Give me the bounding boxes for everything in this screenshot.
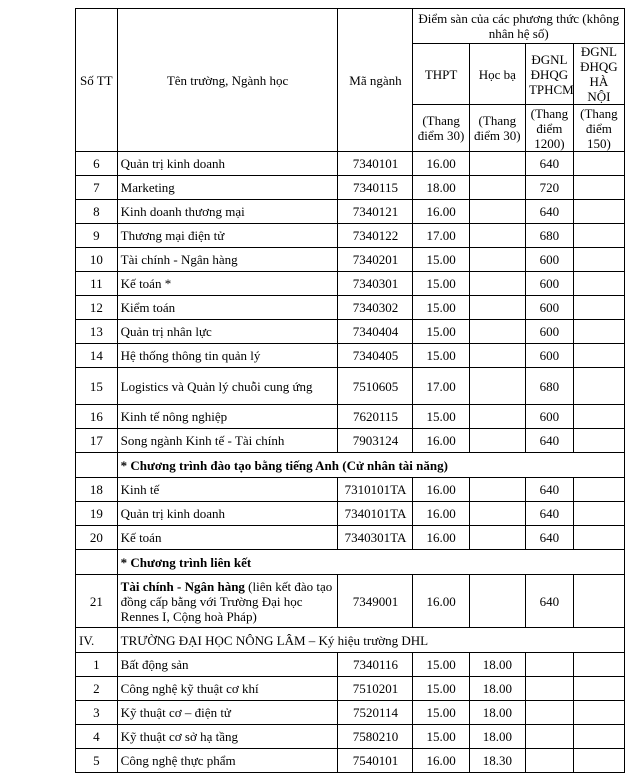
row-hocba-score: 18.00 <box>469 677 525 701</box>
row-hcm-score: 600 <box>525 320 573 344</box>
row-major-name: Song ngành Kinh tế - Tài chính <box>117 429 338 453</box>
row-stt: 9 <box>76 224 118 248</box>
row-stt: 17 <box>76 429 118 453</box>
row-major-name: Marketing <box>117 176 338 200</box>
row-hcm-score: 600 <box>525 344 573 368</box>
row-thpt-score: 17.00 <box>413 368 469 405</box>
row-major-code: 7340115 <box>338 176 413 200</box>
row-major-name <box>117 575 338 628</box>
row-thpt-score: 16.00 <box>413 526 469 550</box>
row-stt: 19 <box>76 502 118 526</box>
row-hn-score <box>573 272 624 296</box>
row-hocba-score <box>469 320 525 344</box>
row-major-name: Kiểm toán <box>117 296 338 320</box>
row-hcm-score: 680 <box>525 368 573 405</box>
table-row <box>76 296 625 320</box>
row-major-name: Kỹ thuật cơ – điện tử <box>117 701 338 725</box>
row-thpt-score: 16.00 <box>413 200 469 224</box>
row-thpt-score: 15.00 <box>413 344 469 368</box>
row-major-code: 7340122 <box>338 224 413 248</box>
row-thpt-score: 15.00 <box>413 272 469 296</box>
table-row <box>76 677 625 701</box>
row-hcm-score <box>525 701 573 725</box>
table-row <box>76 526 625 550</box>
table-row <box>76 429 625 453</box>
table-row <box>76 502 625 526</box>
row-hcm-score: 680 <box>525 224 573 248</box>
table-row <box>76 653 625 677</box>
table-row <box>76 405 625 429</box>
table-row <box>76 320 625 344</box>
row-major-name: Quản trị nhân lực <box>117 320 338 344</box>
row-major-code: 7520114 <box>338 701 413 725</box>
section-joint-program: * Chương trình liên kết <box>117 550 624 575</box>
row-major-code: 7349001 <box>338 575 413 628</box>
header-stt: Số TT <box>76 9 118 152</box>
row-hn-score <box>573 152 624 176</box>
table-row <box>76 725 625 749</box>
row-stt: 13 <box>76 320 118 344</box>
row-stt: 11 <box>76 272 118 296</box>
row-hocba-score <box>469 502 525 526</box>
row-major-code: 7340101TA <box>338 502 413 526</box>
header-code: Mã ngành <box>338 9 413 152</box>
row-stt: 7 <box>76 176 118 200</box>
row-major-code: 7340404 <box>338 320 413 344</box>
row-major-code: 7620115 <box>338 405 413 429</box>
header-methods-group: Điểm sàn của các phương thức (không nhân hệ số) <box>413 9 625 44</box>
row-hocba-score <box>469 224 525 248</box>
row-thpt-score: 15.00 <box>413 296 469 320</box>
table-row <box>76 152 625 176</box>
section-row <box>76 550 625 575</box>
row-hcm-score <box>525 653 573 677</box>
row-stt: 14 <box>76 344 118 368</box>
table-row <box>76 344 625 368</box>
row-hn-score <box>573 749 624 773</box>
row-major-code: 7340201 <box>338 248 413 272</box>
row-major-code: 7340101 <box>338 152 413 176</box>
row-major-name: Logistics và Quản lý chuỗi cung ứng <box>117 368 338 405</box>
section-stt-empty <box>76 453 118 478</box>
row-hn-score <box>573 296 624 320</box>
row-hcm-score: 640 <box>525 429 573 453</box>
row-hn-score <box>573 677 624 701</box>
table-row <box>76 701 625 725</box>
row-hocba-score <box>469 429 525 453</box>
row-thpt-score: 16.00 <box>413 152 469 176</box>
row-major-name: Tài chính - Ngân hàng <box>117 248 338 272</box>
row-hn-score <box>573 526 624 550</box>
row-stt: 3 <box>76 701 118 725</box>
row-hcm-score: 640 <box>525 152 573 176</box>
row-hocba-score: 18.30 <box>469 749 525 773</box>
table-row <box>76 272 625 296</box>
table-row <box>76 575 625 628</box>
school-number: IV. <box>76 628 118 653</box>
row-stt: 2 <box>76 677 118 701</box>
row-hcm-score <box>525 725 573 749</box>
header-hn-scale: (Thang điểm 150) <box>573 105 624 152</box>
row-hn-score <box>573 575 624 628</box>
row-stt: 15 <box>76 368 118 405</box>
header-name: Tên trường, Ngành học <box>117 9 338 152</box>
section-english-program: * Chương trình đào tạo bằng tiếng Anh (Cử nhân tài năng) <box>117 453 624 478</box>
header-hcm-scale: (Thang điểm 1200) <box>525 105 573 152</box>
row-hn-score <box>573 478 624 502</box>
school-title: TRƯỜNG ĐẠI HỌC NÔNG LÂM – Ký hiệu trường DHL <box>117 628 624 653</box>
row-major-code: 7510201 <box>338 677 413 701</box>
row-hocba-score <box>469 368 525 405</box>
row-thpt-score: 15.00 <box>413 701 469 725</box>
row-stt: 5 <box>76 749 118 773</box>
row-thpt-score: 15.00 <box>413 320 469 344</box>
header-thpt-scale: (Thang điểm 30) <box>413 105 469 152</box>
row-hcm-score: 640 <box>525 575 573 628</box>
table-row <box>76 478 625 502</box>
row-hn-score <box>573 429 624 453</box>
row-major-name: Công nghệ thực phẩm <box>117 749 338 773</box>
row-hn-score <box>573 725 624 749</box>
row-hcm-score <box>525 677 573 701</box>
row-hocba-score <box>469 176 525 200</box>
row-stt: 16 <box>76 405 118 429</box>
school-header-row <box>76 628 625 653</box>
row-hn-score <box>573 502 624 526</box>
row-major-code: 7340301TA <box>338 526 413 550</box>
row-hn-score <box>573 405 624 429</box>
row-hocba-score <box>469 526 525 550</box>
row-major-name: Kinh tế <box>117 478 338 502</box>
row-thpt-score: 16.00 <box>413 502 469 526</box>
row-hcm-score: 720 <box>525 176 573 200</box>
row-thpt-score: 16.00 <box>413 575 469 628</box>
row-hn-score <box>573 248 624 272</box>
row-hcm-score: 640 <box>525 526 573 550</box>
row-hocba-score: 18.00 <box>469 653 525 677</box>
row-hocba-score: 18.00 <box>469 701 525 725</box>
row-stt: 8 <box>76 200 118 224</box>
row-thpt-score: 15.00 <box>413 405 469 429</box>
row-thpt-score: 15.00 <box>413 677 469 701</box>
row-major-code: 7340121 <box>338 200 413 224</box>
row-hocba-score <box>469 248 525 272</box>
table-row <box>76 224 625 248</box>
row-hcm-score: 600 <box>525 248 573 272</box>
header-dgnl-hn: ĐGNL ĐHQG HÀ NỘI <box>573 44 624 105</box>
header-hocba: Học bạ <box>469 44 525 105</box>
row-major-name-bold: Tài chính - Ngân hàng <box>120 578 245 594</box>
row-major-code: 7580210 <box>338 725 413 749</box>
row-major-name: Kế toán * <box>117 272 338 296</box>
row-thpt-score: 17.00 <box>413 224 469 248</box>
table-row <box>76 749 625 773</box>
row-thpt-score: 16.00 <box>413 429 469 453</box>
row-thpt-score: 16.00 <box>413 478 469 502</box>
row-stt: 18 <box>76 478 118 502</box>
section-stt-empty <box>76 550 118 575</box>
row-hcm-score: 640 <box>525 200 573 224</box>
row-hocba-score <box>469 272 525 296</box>
row-major-code: 7903124 <box>338 429 413 453</box>
row-hocba-score <box>469 296 525 320</box>
row-hcm-score: 600 <box>525 405 573 429</box>
row-hcm-score: 640 <box>525 502 573 526</box>
row-hocba-score <box>469 405 525 429</box>
row-hn-score <box>573 653 624 677</box>
row-major-name: Quản trị kinh doanh <box>117 152 338 176</box>
table-row <box>76 368 625 405</box>
section-row <box>76 453 625 478</box>
row-hn-score <box>573 368 624 405</box>
row-hocba-score: 18.00 <box>469 725 525 749</box>
row-stt: 12 <box>76 296 118 320</box>
row-major-code: 7510605 <box>338 368 413 405</box>
row-hcm-score: 640 <box>525 478 573 502</box>
row-major-name: Hệ thống thông tin quản lý <box>117 344 338 368</box>
row-major-code: 7340405 <box>338 344 413 368</box>
row-major-name: Kỹ thuật cơ sở hạ tầng <box>117 725 338 749</box>
row-stt: 20 <box>76 526 118 550</box>
row-hcm-score: 600 <box>525 296 573 320</box>
row-stt: 6 <box>76 152 118 176</box>
row-thpt-score: 18.00 <box>413 176 469 200</box>
header-row-1 <box>76 9 625 44</box>
table-row <box>76 200 625 224</box>
row-hocba-score <box>469 344 525 368</box>
row-stt: 1 <box>76 653 118 677</box>
row-major-code: 7340116 <box>338 653 413 677</box>
row-major-name: Công nghệ kỹ thuật cơ khí <box>117 677 338 701</box>
header-hocba-scale: (Thang điểm 30) <box>469 105 525 152</box>
row-major-code: 7310101TA <box>338 478 413 502</box>
row-hcm-score <box>525 749 573 773</box>
row-major-name: Kinh tế nông nghiệp <box>117 405 338 429</box>
row-hn-score <box>573 224 624 248</box>
row-hocba-score <box>469 575 525 628</box>
row-stt: 10 <box>76 248 118 272</box>
row-thpt-score: 15.00 <box>413 653 469 677</box>
row-major-name: Thương mại điện tử <box>117 224 338 248</box>
admission-score-table <box>75 8 625 773</box>
row-thpt-score: 15.00 <box>413 248 469 272</box>
table-row <box>76 176 625 200</box>
row-hn-score <box>573 176 624 200</box>
row-major-name: Bất động sản <box>117 653 338 677</box>
row-thpt-score: 15.00 <box>413 725 469 749</box>
row-thpt-score: 16.00 <box>413 749 469 773</box>
row-major-name: Quản trị kinh doanh <box>117 502 338 526</box>
row-hn-score <box>573 344 624 368</box>
row-hcm-score: 600 <box>525 272 573 296</box>
row-major-code: 7340302 <box>338 296 413 320</box>
table-row <box>76 248 625 272</box>
row-hocba-score <box>469 200 525 224</box>
row-hn-score <box>573 701 624 725</box>
row-hocba-score <box>469 152 525 176</box>
row-hn-score <box>573 320 624 344</box>
row-stt: 4 <box>76 725 118 749</box>
header-dgnl-hcm: ĐGNL ĐHQG TPHCM <box>525 44 573 105</box>
row-hocba-score <box>469 478 525 502</box>
row-hn-score <box>573 200 624 224</box>
row-major-name: Kinh doanh thương mại <box>117 200 338 224</box>
header-thpt: THPT <box>413 44 469 105</box>
row-major-name-note: (liên kết đào tạo đồng cấp bằng với Trường Đại học Rennes I, Cộng hoà Pháp) <box>120 578 333 624</box>
row-major-code: 7340301 <box>338 272 413 296</box>
row-major-code: 7540101 <box>338 749 413 773</box>
row-major-name: Kế toán <box>117 526 338 550</box>
row-stt: 21 <box>76 575 118 628</box>
